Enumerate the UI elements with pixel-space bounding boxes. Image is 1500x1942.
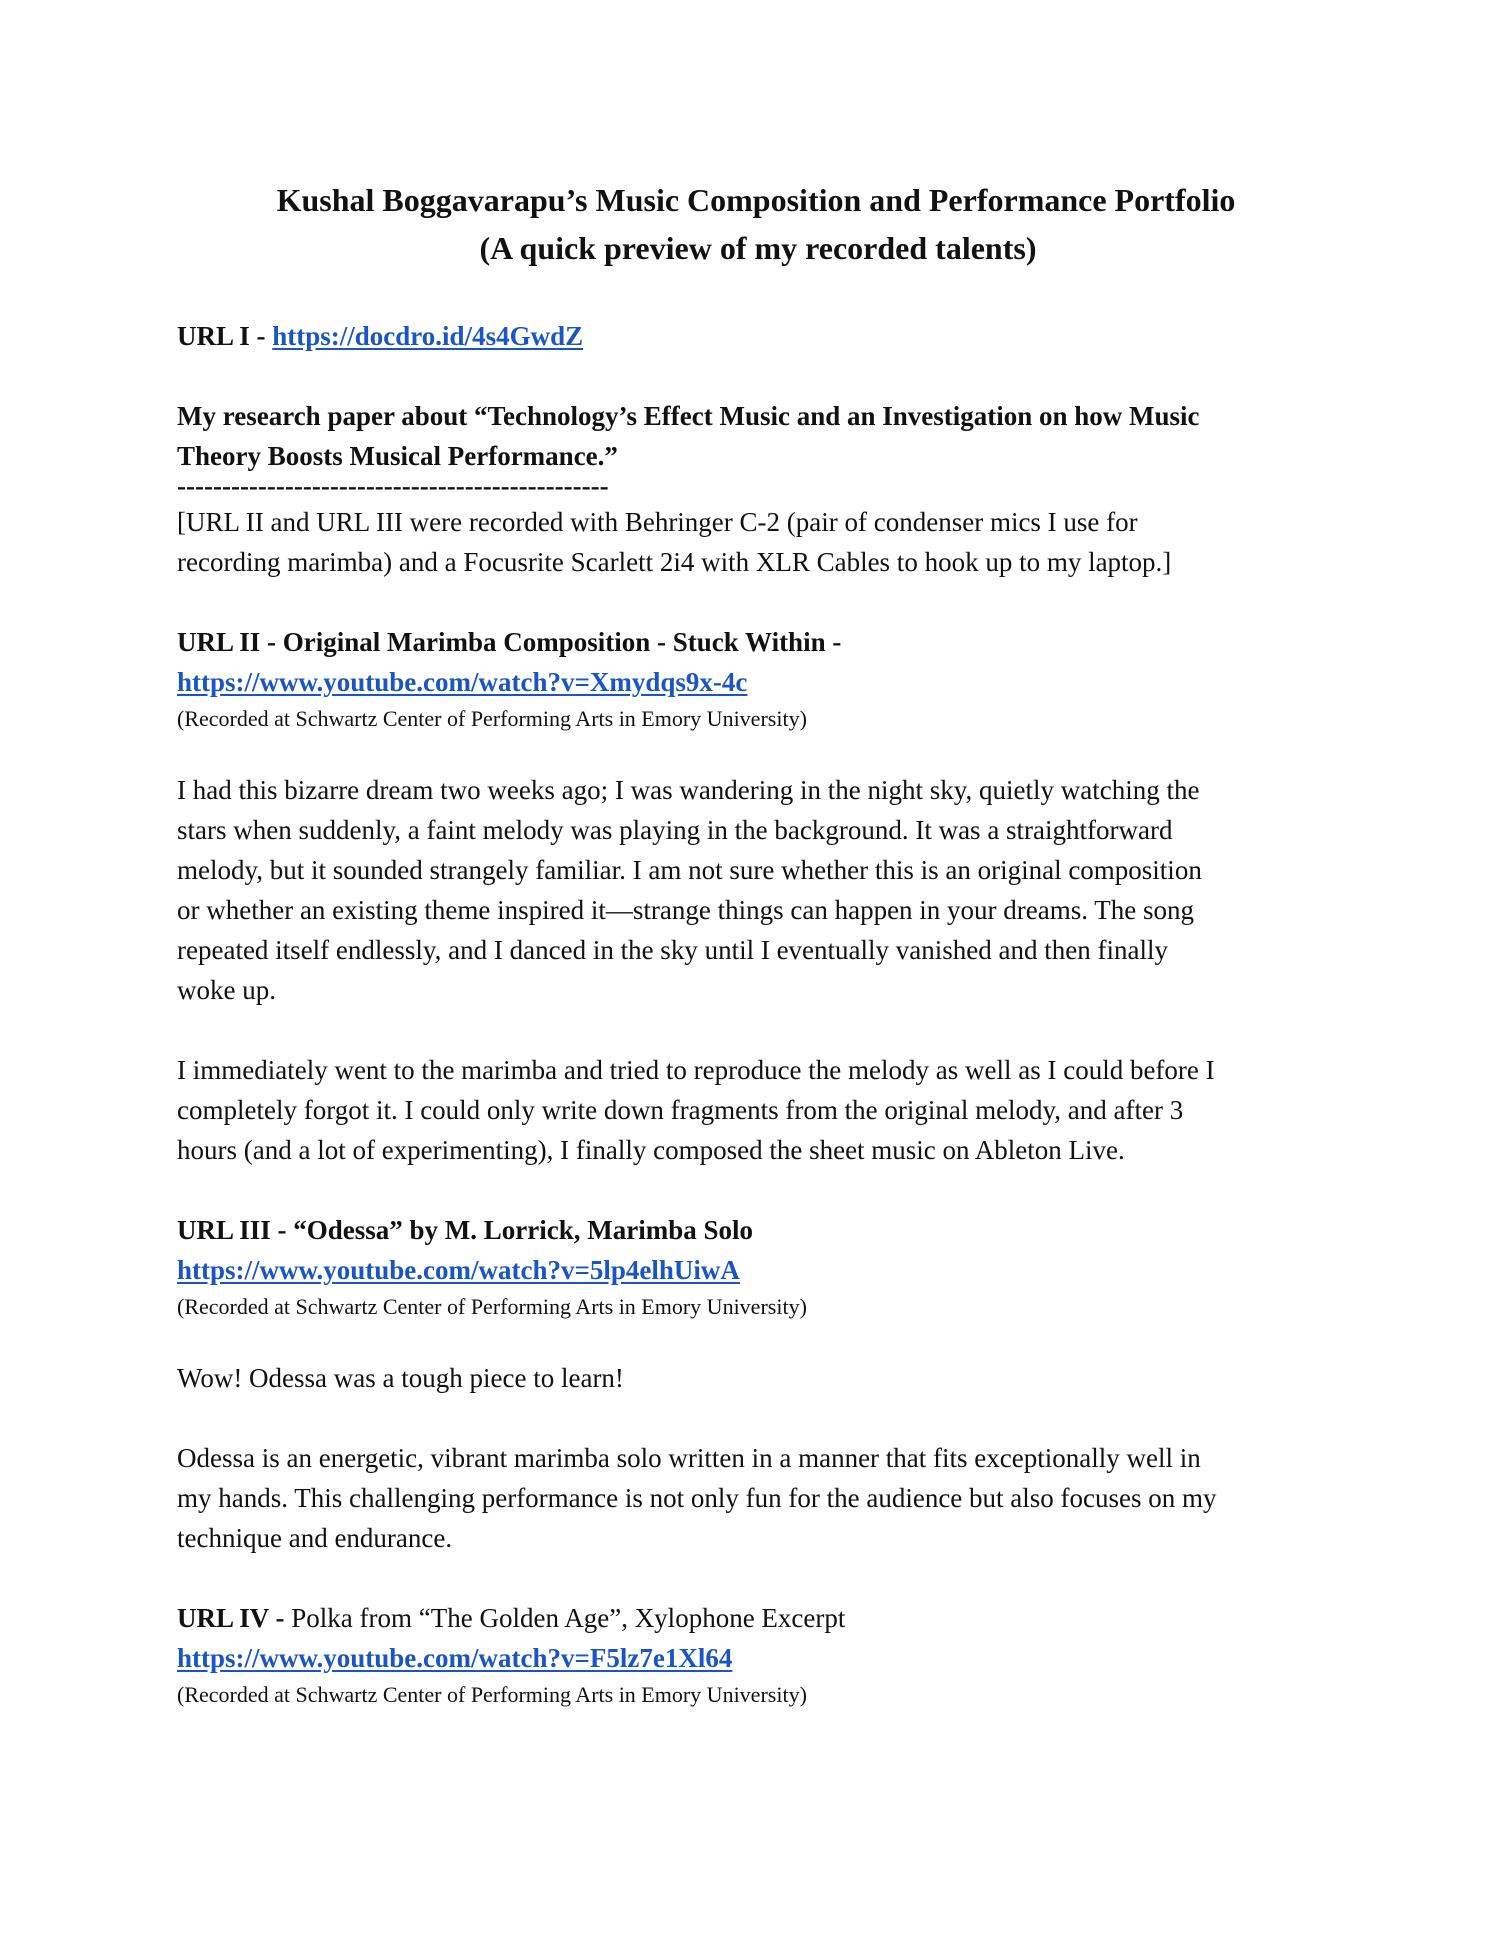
- url4-link[interactable]: https://www.youtube.com/watch?v=F5lz7e1Xl64: [177, 1643, 733, 1673]
- url3-heading: URL III - “Odessa” by M. Lorrick, Marimba Solo: [177, 1215, 754, 1245]
- url1-row: [177, 316, 1337, 356]
- url4-heading: [177, 1598, 1337, 1638]
- paragraph-line: repeated itself endlessly, and I danced in the sky until I eventually vanished and then finally: [177, 935, 1168, 965]
- url1-label: URL I -: [177, 321, 273, 351]
- document-body: [177, 316, 1337, 1712]
- url3-location-note: (Recorded at Schwartz Center of Performing Arts in Emory University): [177, 1294, 807, 1319]
- paragraph-line: technique and endurance.: [177, 1523, 453, 1553]
- paragraph-line: or whether an existing theme inspired it—strange things can happen in your dreams. The song: [177, 895, 1195, 925]
- paragraph-line: I immediately went to the marimba and tried to reproduce the melody as well as I could before I: [177, 1055, 1215, 1085]
- paragraph-line: I had this bizarre dream two weeks ago; I was wandering in the night sky, quietly watching the: [177, 775, 1200, 805]
- url2-link[interactable]: https://www.youtube.com/watch?v=Xmydqs9x-4c: [177, 667, 748, 697]
- paragraph-line: completely forgot it. I could only write down fragments from the original melody, and after 3: [177, 1095, 1184, 1125]
- url4-location-note: (Recorded at Schwartz Center of Performing Arts in Emory University): [177, 1682, 807, 1707]
- url2-heading: URL II - Original Marimba Composition - Stuck Within -: [177, 627, 842, 657]
- research-paper-heading-line-2: Theory Boosts Musical Performance.”: [177, 441, 618, 471]
- equipment-note-line-2: recording marimba) and a Focusrite Scarlett 2i4 with XLR Cables to hook up to my laptop.]: [177, 547, 1172, 577]
- url3-paragraph-1: Wow! Odessa was a tough piece to learn!: [177, 1363, 624, 1393]
- url2-location-note: (Recorded at Schwartz Center of Performing Arts in Emory University): [177, 706, 807, 731]
- url3-paragraph-2: [177, 1438, 1337, 1558]
- paragraph-line: melody, but it sounded strangely familiar. I am not sure whether this is an original composition: [177, 855, 1202, 885]
- url1-link[interactable]: https://docdro.id/4s4GwdZ: [272, 321, 584, 351]
- url2-paragraph-1: [177, 770, 1337, 1010]
- paragraph-line: stars when suddenly, a faint melody was playing in the background. It was a straightforward: [177, 815, 1173, 845]
- title-line-1: Kushal Boggavarapu’s Music Composition and Performance Portfolio: [276, 182, 1236, 218]
- paragraph-line: hours (and a lot of experimenting), I finally composed the sheet music on Ableton Live.: [177, 1135, 1125, 1165]
- paragraph-line: Odessa is an energetic, vibrant marimba solo written in a manner that fits exceptionally well in: [177, 1443, 1201, 1473]
- url2-paragraph-2: [177, 1050, 1337, 1170]
- equipment-note-line-1: [URL II and URL III were recorded with Behringer C-2 (pair of condenser mics I use for: [177, 507, 1138, 537]
- document-title: [0, 176, 1500, 272]
- paragraph-line: woke up.: [177, 975, 276, 1005]
- url4-label: URL IV -: [177, 1603, 292, 1633]
- title-line-2: (A quick preview of my recorded talents): [479, 230, 1037, 266]
- section-divider: ------------------------------------------------: [177, 471, 609, 501]
- url3-link[interactable]: https://www.youtube.com/watch?v=5lp4elhUiwA: [177, 1255, 740, 1285]
- research-paper-heading-line-1: My research paper about “Technology’s Effect Music and an Investigation on how Music: [177, 401, 1200, 431]
- paragraph-line: my hands. This challenging performance is not only fun for the audience but also focuses on my: [177, 1483, 1217, 1513]
- url4-title: Polka from “The Golden Age”, Xylophone Excerpt: [291, 1603, 846, 1633]
